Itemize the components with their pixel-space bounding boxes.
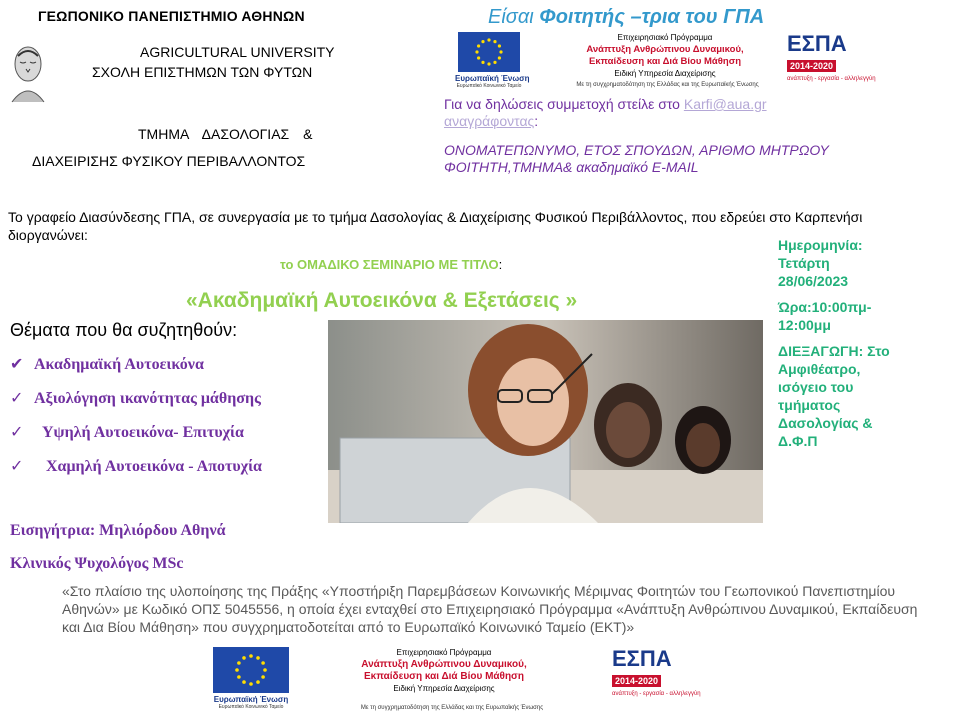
topic-label: Χαμηλή Αυτοεικόνα - Αποτυχία	[46, 458, 262, 475]
university-logo	[8, 42, 48, 104]
topic-item	[10, 354, 204, 374]
student-heading-prefix: Είσαι	[488, 6, 534, 28]
espa-years: 2014-2020	[787, 60, 836, 72]
eu-subcaption: Ευρωπαϊκό Κοινωνικό Ταμείο	[456, 83, 522, 89]
school-name: ΣΧΟΛΗ ΕΠΙΣΤΗΜΩΝ ΤΩΝ ΦΥΤΩΝ	[92, 64, 313, 80]
ep-line-4: Ειδική Υπηρεσία Διαχείρισης	[614, 69, 716, 78]
group-seminar-label	[280, 257, 502, 272]
topic-label: Αξιολόγηση ικανότητας μάθησης	[34, 390, 261, 407]
ep-line-3: Εκπαίδευση και Διά Βίου Μάθηση	[588, 56, 742, 67]
venue-line-4: τμήματος	[778, 397, 841, 413]
topics-heading: Θέματα που θα συζητηθούν:	[10, 320, 238, 340]
funding-disclaimer: «Στο πλαίσιο της υλοποίησης της Πράξης «Υποστήριξη Παρεμβάσεων Κοινωνικής Μέριμνας Φοιτητών του Γεωπονικού Πανεπιστημίου Αθηνών» με Κωδικό ΟΠΣ 5045556, η οποία έχει ενταχθεί στο Επιχειρησιακό Πρόγραμμα «Ανάπτυξη Ανθρώπινου Δυναμικού, Εκπαίδευση και Δια Βίου Μάθηση» που συγχρηματοδοτείται από το Ευρωπαϊκό Κοινωνικό Ταμείο (ΕΚΤ)»	[62, 583, 918, 635]
espa-title: ΕΣΠΑ	[612, 646, 672, 671]
registration-requirements: ΟΝΟΜΑΤΕΠΩΝΥΜΟ, ΕΤΟΣ ΣΠΟΥΔΩΝ, ΑΡΙΘΜΟ ΜΗΤΡΩΟΥ ΦΟΙΤΗΤΗ,ΤΜΗΜΑ& ακαδημαϊκό E-MAIL	[444, 142, 829, 175]
group-seminar-text: το ΟΜΑΔΙΚΟ ΣΕΜΙΝΑΡΙΟ ΜΕ ΤΙΤΛΟ	[280, 257, 499, 272]
espa-logo	[787, 31, 876, 82]
university-name-greek: ΓΕΩΠΟΝΙΚΟ ΠΑΝΕΠΙΣΤΗΜΙΟ ΑΘΗΝΩΝ	[38, 8, 305, 24]
eu-logo	[455, 32, 530, 90]
ep-line-3: Εκπαίδευση και Διά Βίου Μάθηση	[363, 671, 525, 682]
venue-line-1: ΔΙΕΞΑΓΩΓΗ: Στο	[778, 343, 890, 359]
funding-logos-top	[455, 32, 875, 90]
intro-paragraph: Το γραφείο Διασύνδεσης ΓΠΑ, σε συνεργασία με το τμήμα Δασολογίας & Διαχείρισης Φυσικού Περιβάλλοντος, που εδρεύει στο Καρπενήσι διοργανώνει:	[8, 209, 863, 243]
topic-item	[10, 456, 262, 476]
eu-flag-icon	[213, 647, 289, 693]
group-seminar-colon: :	[498, 257, 503, 272]
topic-item	[10, 422, 244, 442]
topic-label: Υψηλή Αυτοεικόνα- Επιτυχία	[42, 424, 244, 441]
event-time-line-1: Ώρα:10:00πμ-	[778, 299, 872, 315]
department-line-1: ΤΜΗΜΑ ΔΑΣΟΛΟΓΙΑΣ &	[138, 126, 313, 142]
espa-tagline: ανάπτυξη - εργασία - αλληλεγγύη	[612, 691, 701, 697]
eu-caption: Ευρωπαϊκή Ένωση	[455, 74, 530, 83]
department-line-2: ΔΙΑΧΕΙΡΙΣΗΣ ΦΥΣΙΚΟΥ ΠΕΡΙΒΑΛΛΟΝΤΟΣ	[32, 153, 306, 169]
contact-text: Για να δηλώσεις συμμετοχή στείλε στο	[444, 96, 684, 112]
eu-caption: Ευρωπαϊκή Ένωση	[213, 695, 289, 704]
speaker-name: Εισηγήτρια: Μηλιόρδου Αθηνά	[10, 522, 226, 539]
event-time-line-2: 12:00μμ	[778, 317, 831, 333]
contact-instructions	[444, 96, 767, 130]
venue-line-6: Δ.Φ.Π	[778, 433, 818, 449]
funding-logos-bottom	[212, 646, 701, 711]
espa-title: ΕΣΠΑ	[787, 31, 847, 56]
email-link[interactable]: Karfi@aua.gr	[683, 96, 767, 112]
checkmark-icon: ✔	[10, 356, 24, 373]
contact-colon: :	[534, 113, 539, 129]
espa-years: 2014-2020	[612, 675, 661, 687]
university-name-english: AGRICULTURAL UNIVERSITY	[140, 44, 335, 60]
venue-line-5: Δασολογίας &	[778, 415, 873, 431]
operational-programme-logo	[560, 32, 770, 80]
espa-logo	[612, 646, 701, 697]
event-day: Τετάρτη	[778, 255, 830, 271]
venue-line-3: ισόγειο του	[778, 379, 854, 395]
cofunding-note: Με τη συγχρηματοδότηση της Ελλάδας και της Ευρωπαϊκής Ένωσης	[360, 705, 544, 711]
event-details	[778, 236, 948, 450]
eu-flag-icon	[458, 32, 520, 72]
students-photo	[328, 320, 763, 523]
ep-line-2: Ανάπτυξη Ανθρώπινου Δυναμικού,	[586, 44, 744, 55]
ep-line-1: Επιχειρησιακό Πρόγραμμα	[617, 33, 713, 42]
ep-line-2: Ανάπτυξη Ανθρώπινου Δυναμικού,	[361, 659, 527, 670]
venue-line-2: Αμφιθέατρο,	[778, 361, 861, 377]
ep-line-1: Επιχειρησιακό Πρόγραμμα	[396, 648, 492, 657]
checkmark-icon: ✓	[10, 390, 24, 407]
contact-writing-link: αναγράφοντας	[444, 113, 535, 129]
speaker-role: Κλινικός Ψυχολόγος MSc	[10, 555, 184, 572]
espa-tagline: ανάπτυξη - εργασία - αλληλεγγύη	[787, 76, 876, 82]
date-label: Ημερομηνία:	[778, 237, 863, 253]
ep-line-4: Ειδική Υπηρεσία Διαχείρισης	[393, 684, 495, 693]
event-date: 28/06/2023	[778, 273, 849, 289]
topic-item	[10, 388, 261, 408]
topic-label: Ακαδημαϊκή Αυτοεικόνα	[34, 356, 204, 373]
student-heading-bold: Φοιτητής –τρια του ΓΠΑ	[539, 6, 765, 28]
operational-programme-logo	[344, 647, 544, 695]
checkmark-icon: ✓	[10, 458, 24, 475]
seminar-title: «Ακαδημαϊκή Αυτοεικόνα & Εξετάσεις »	[186, 289, 578, 312]
eu-subcaption: Ευρωπαϊκό Κοινωνικό Ταμείο	[218, 704, 284, 710]
checkmark-icon: ✓	[10, 424, 24, 441]
student-heading	[488, 6, 764, 29]
eu-logo	[212, 647, 290, 711]
cofunding-note: Με τη συγχρηματοδότηση της Ελλάδας και της Ευρωπαϊκής Ένωσης	[576, 82, 759, 88]
